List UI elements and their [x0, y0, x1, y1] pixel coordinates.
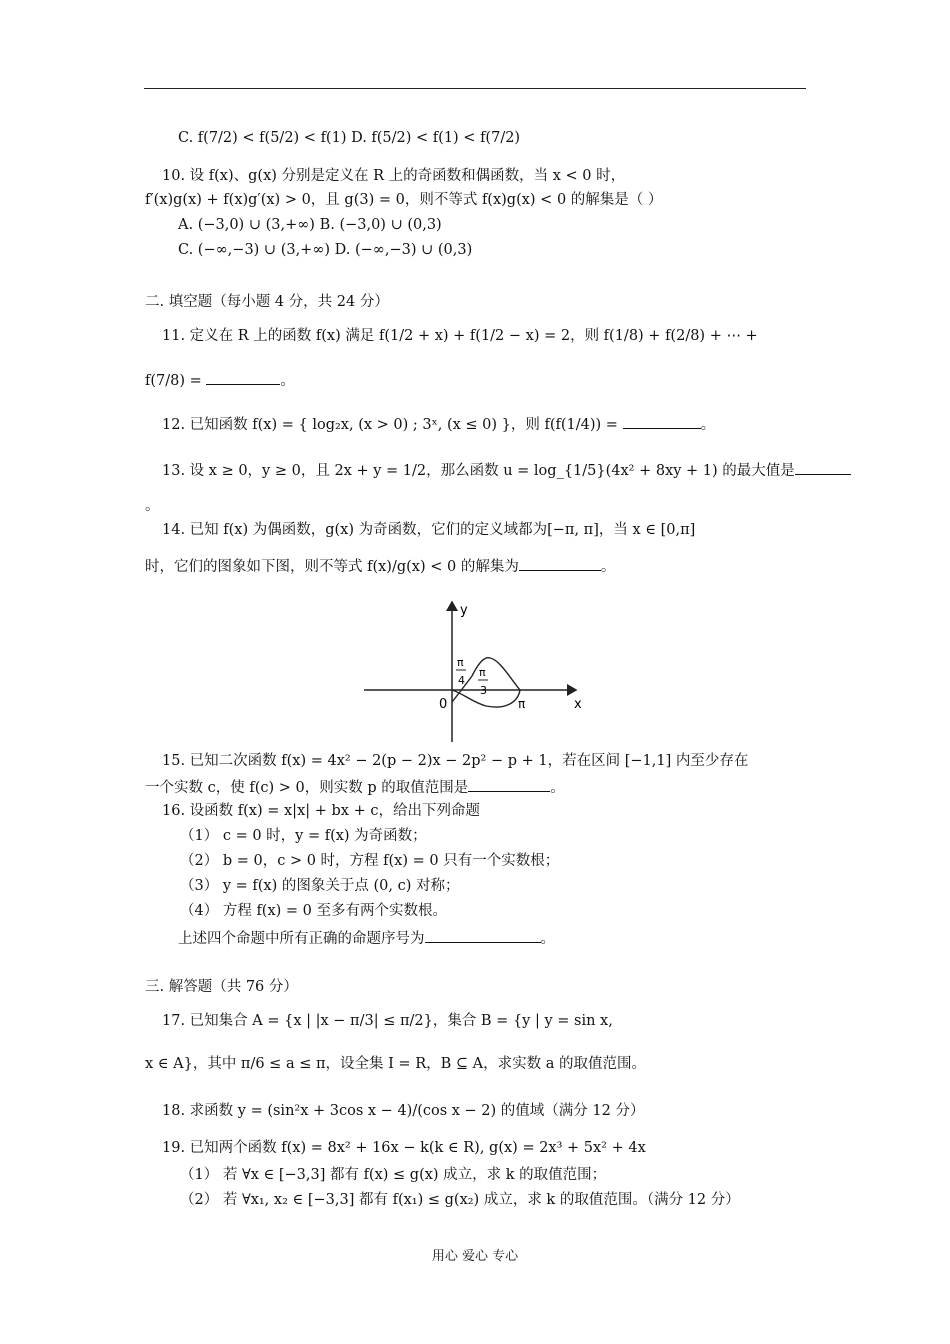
- pi3-denominator: 3: [480, 684, 487, 697]
- q13-blank: [795, 460, 851, 475]
- function-graph: [360, 596, 590, 744]
- q14-blank: [519, 556, 601, 571]
- q15-line2: [145, 777, 565, 798]
- q12-end: 。: [700, 417, 716, 433]
- y-axis-label: y: [460, 603, 468, 618]
- q9-options-cd: C. f(7/2) < f(5/2) < f(1) D. f(5/2) < f(1) < f(7/2): [178, 130, 521, 146]
- q16-answer-line: [178, 928, 555, 949]
- q11-end: 。: [280, 373, 295, 389]
- section-3-heading: 三. 解答题（共 76 分）: [145, 979, 298, 995]
- q14-line2: [145, 556, 615, 577]
- page-footer: 用心 爱心 专心: [431, 1249, 519, 1264]
- q19-part-2: （2） 若 ∀x₁, x₂ ∈ [−3,3] 都有 f(x₁) ≤ g(x₂) 成立，求 k 的取值范围。（满分 12 分）: [180, 1192, 740, 1208]
- header-rule: [144, 88, 806, 89]
- q17-line2: x ∈ A}，其中 π/6 ≤ a ≤ π，设全集 I = R，B ⊆ A，求实数 a 的取值范围。: [145, 1056, 646, 1072]
- q14-stem: 14. 已知 f(x) 为偶函数，g(x) 为奇函数，它们的定义域都为[−π, π]，当 x ∈ [0,π]: [162, 522, 696, 538]
- q15-stem: 15. 已知二次函数 f(x) = 4x² − 2(p − 2)x − 2p² − p + 1，若在区间 [−1,1] 内至少存在: [162, 753, 749, 769]
- q11-stem: 11. 定义在 R 上的函数 f(x) 满足 f(1/2 + x) + f(1/2 − x) = 2，则 f(1/8) + f(2/8) + ⋯ +: [162, 328, 758, 344]
- q18-stem: 18. 求函数 y = (sin²x + 3cos x − 4)/(cos x − 2) 的值域（满分 12 分）: [162, 1103, 645, 1119]
- q11-blank: [206, 370, 280, 385]
- q17-stem: 17. 已知集合 A = {x | |x − π/3| ≤ π/2}，集合 B = {y | y = sin x,: [162, 1013, 613, 1029]
- q12-blank: [623, 414, 701, 429]
- q16-stem: 16. 设函数 f(x) = x|x| + bx + c，给出下列命题: [162, 803, 480, 819]
- q16-item-1: （1） c = 0 时，y = f(x) 为奇函数；: [180, 828, 427, 844]
- origin-label: 0: [439, 697, 448, 712]
- q16-text: 上述四个命题中所有正确的命题序号为: [178, 931, 425, 947]
- q13-stem: 13. 设 x ≥ 0，y ≥ 0，且 2x + y = 1/2，那么函数 u = log_{1/5}(4x² + 8xy + 1) 的最大值是: [162, 463, 795, 479]
- q16-end: 。: [540, 931, 555, 947]
- q10-condition: f′(x)g(x) + f(x)g′(x) > 0，且 g(3) = 0，则不等式 f(x)g(x) < 0 的解集是（ ）: [145, 192, 663, 208]
- q12-stem: 12. 已知函数 f(x) = { log₂x, (x > 0) ; 3ˣ, (x ≤ 0) }，则 f(f(1/4)) =: [162, 417, 623, 433]
- q12-line: [162, 414, 715, 435]
- section-2-heading: 二. 填空题（每小题 4 分，共 24 分）: [145, 294, 389, 310]
- q19-part-1: （1） 若 ∀x ∈ [−3,3] 都有 f(x) ≤ g(x) 成立，求 k 的取值范围；: [180, 1167, 607, 1183]
- q11-answer-line: [145, 370, 295, 391]
- q14-text: 时，它们的图象如下图，则不等式 f(x)/g(x) < 0 的解集为: [145, 559, 519, 575]
- q16-item-3: （3） y = f(x) 的图象关于点 (0, c) 对称；: [180, 878, 460, 894]
- q10-options-cd: C. (−∞,−3) ∪ (3,+∞) D. (−∞,−3) ∪ (0,3): [178, 242, 473, 258]
- q19-stem: 19. 已知两个函数 f(x) = 8x² + 16x − k(k ∈ R), g(x) = 2x³ + 5x² + 4x: [162, 1140, 646, 1156]
- pi4-numerator: π: [457, 656, 464, 669]
- pi4-denominator: 4: [458, 674, 465, 687]
- q15-text: 一个实数 c，使 f(c) > 0，则实数 p 的取值范围是: [145, 780, 469, 796]
- pi-tick-label: π: [518, 697, 526, 711]
- q16-item-2: （2） b = 0，c > 0 时，方程 f(x) = 0 只有一个实数根；: [180, 853, 560, 869]
- q16-blank: [425, 928, 541, 943]
- q16-item-4: （4） 方程 f(x) = 0 至多有两个实数根。: [180, 903, 448, 919]
- q10-stem: 10. 设 f(x)、g(x) 分别是定义在 R 上的奇函数和偶函数，当 x < 0 时，: [162, 168, 626, 184]
- q14-end: 。: [600, 559, 616, 575]
- x-axis-label: x: [574, 697, 582, 712]
- q15-blank: [468, 777, 550, 792]
- q13-end: 。: [145, 498, 160, 514]
- q10-options-ab: A. (−3,0) ∪ (3,+∞) B. (−3,0) ∪ (0,3): [178, 217, 442, 233]
- q15-end: 。: [550, 780, 565, 796]
- pi3-numerator: π: [479, 666, 486, 679]
- q11-lhs: f(7/8) =: [145, 373, 207, 389]
- q13-line: [162, 460, 851, 481]
